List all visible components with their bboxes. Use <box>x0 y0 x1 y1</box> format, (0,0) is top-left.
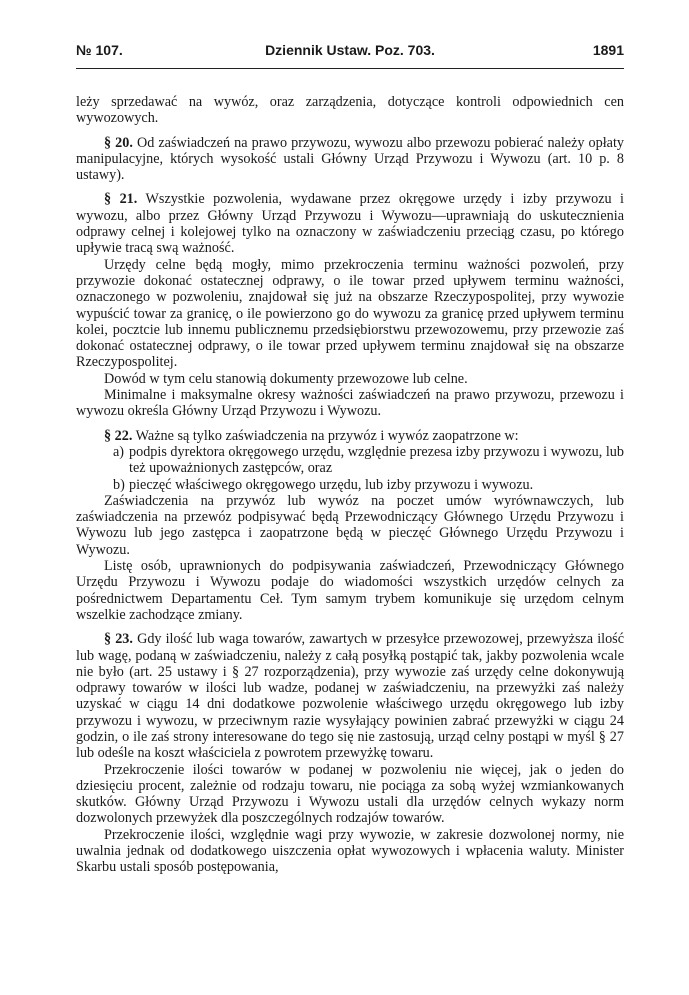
document-body <box>76 94 624 876</box>
intro-paragraph: leży sprzedawać na wywóz, oraz zarządzenia, dotyczące kontroli odpowiednich cen wywozowych. <box>76 94 624 127</box>
section-23-paragraph-3: Przekroczenie ilości, względnie wagi przy wywozie, w zakresie dozwolonej normy, nie uwalnia jednak od dodatkowego uiszczenia opłat wywozowych i wpłacenia waluty. Minister Skarbu ustali sposób postępowania, <box>76 826 624 876</box>
section-22-text: Ważne są tylko zaświadczenia na przywóz i wywóz zaopatrzone w: <box>132 427 519 444</box>
section-22-paragraph-2: Zaświadczenia na przywóz lub wywóz na poczet umów wyrównawczych, lub zaświadczenia na przewóz podpisywać będą Przewodniczący Głównego Urzędu Przywozu i Wywozu lub jego zastępca i zaopatrzone będą w pieczęć Głównego Urzędu Przywozu i Wywozu. <box>76 492 624 558</box>
section-21-text: Wszystkie pozwolenia, wydawane przez okręgowe urzędy i izby przywozu i wywozu, albo przez Główny Urząd Przywozu i Wywozu—uprawniają do uskutecznienia odprawy celnej i kolejowej tylko na oznaczony w zaświadczeniu przeciąg czasu, po którego upływie tracą swą ważność. <box>76 191 625 257</box>
section-23-text: Gdy ilość lub waga towarów, zawartych w przesyłce przewozowej, przewyższa ilość lub wagę, podaną w zaświadczeniu, należy z całą posyłką postąpić tak, jakby pozwolenia wcale nie było (art. 25 ustawy i § 27 rozporządzenia), przy wywozie zaś urzędy celne dokonywują odprawy towarów w ilości lub wadze, podanej w zaświadczeniu, na przewyżki zaś należy uzyskać w ciągu 14 dni dodatkowe pozwolenie właściwego urzędu okręgowego lub izby przywozu i wywozu, w przeciwnym razie wysyłający powinien zabrać przewyżki w ciągu 24 godzin, o ile zaś strony interesowane do tego się nie zastosują, urząd celny postąpi w myśl § 27 lub odeśle na koszt właściciela z powrotem przewyżkę towaru. <box>76 631 625 762</box>
journal-title: Dziennik Ustaw. Poz. 703. <box>265 42 435 58</box>
list-item <box>76 444 624 477</box>
list-item-text: podpis dyrektora okręgowego urzędu, względnie prezesa izby przywozu i wywozu, lub też upoważnionych zastępców, oraz <box>129 443 624 477</box>
section-21-paragraph-2: Urzędy celne będą mogły, mimo przekroczenia terminu ważności pozwoleń, przy przywozie dokonać ostatecznej odprawy, o ile towar przed upływem terminu ważności, oznaczonego w pozwoleniu, znajdował się już na obszarze Rzeczypospolitej, przy wywozie wypuścić towar za granicę, o ile powierzono go do wywozu za granicę przed upływem terminu kolei, pocztcie lub innemu publicznemu przedsiębiorstwu przewozowemu, przy przewozie zaś dokonać ostatecznej odprawy, o ile towar przed upływem terminu znajdował się na obszarze Rzeczypospolitej. <box>76 256 624 371</box>
list-item-text: pieczęć właściwego okręgowego urzędu, lub izby przywozu i wywozu. <box>129 476 534 493</box>
page-header <box>76 42 624 64</box>
section-20-number: § 20. <box>104 134 133 151</box>
issue-number: № 107. <box>76 42 123 58</box>
header-rule <box>76 68 624 69</box>
section-22-list <box>76 444 624 493</box>
page-number: 1891 <box>592 42 624 58</box>
section-20 <box>76 135 624 184</box>
section-21-paragraph-3: Dowód w tym celu stanowią dokumenty przewozowe lub celne. <box>104 370 468 387</box>
section-22-paragraph-3: Listę osób, uprawnionych do podpisywania zaświadczeń, Przewodniczący Głównego Urzędu Przywozu i Wywozu podaje do wiadomości wszystkich urzędów celnych za pośrednictwem Departamentu Ceł. Tym samym trybem komunikuje się urzędom celnym wszelkie zachodzące zmiany. <box>76 558 624 623</box>
section-21 <box>76 191 624 256</box>
section-20-text: Od zaświadczeń na prawo przywozu, wywozu albo przewozu pobierać należy opłaty manipulacyjne, których wysokość ustali Główny Urząd Przywozu i Wywozu (art. 10 p. 8 ustawy). <box>76 134 625 184</box>
section-22 <box>76 428 624 444</box>
section-23 <box>76 631 624 761</box>
section-22-number: § 22. <box>104 427 133 444</box>
list-item <box>76 477 624 493</box>
section-23-paragraph-2: Przekroczenie ilości towarów w podanej w pozwoleniu nie więcej, jak o jeden do dziesięciu procent, zależnie od rodzaju towaru, nie pociąga za sobą wyżej wzmiankowanych skutków. Główny Urząd Przywozu i Wywozu ustali dla urzędów celnych wykazy norm dozwolonych przewyżek dla poszczególnych rodzajów towarów. <box>76 761 624 827</box>
list-marker: a) <box>113 443 125 460</box>
section-23-number: § 23. <box>104 631 133 648</box>
list-marker: b) <box>113 476 125 493</box>
section-21-paragraph-4: Minimalne i maksymalne okresy ważności zaświadczeń na prawo przywozu, przewozu i wywozu określa Główny Urząd Przywozu i Wywozu. <box>76 387 624 420</box>
section-21-number: § 21. <box>104 191 138 208</box>
